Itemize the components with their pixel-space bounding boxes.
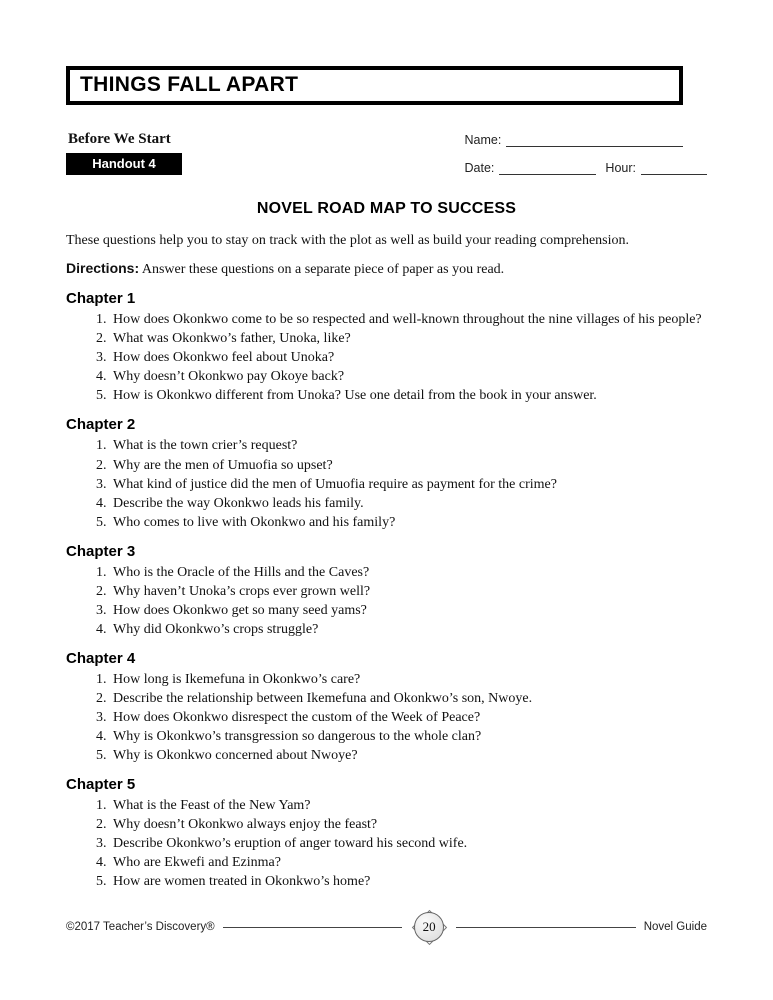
- question-item: 5. How are women treated in Okonkwo’s home?: [110, 872, 707, 891]
- directions: [66, 260, 707, 278]
- question-item: 2. What was Okonkwo’s father, Unoka, like?: [110, 329, 707, 348]
- directions-label: Directions:: [66, 260, 140, 277]
- question-item: 2. Why haven’t Unoka’s crops ever grown well?: [110, 582, 707, 601]
- page-footer: [66, 908, 707, 946]
- intro-text: These questions help you to stay on track with the plot as well as build your reading comprehension.: [66, 233, 629, 248]
- page-number: 20: [414, 912, 444, 942]
- handout-block: [66, 131, 182, 175]
- name-row: [465, 133, 707, 147]
- question-item: 4. Why is Okonkwo’s transgression so dangerous to the whole clan?: [110, 727, 707, 746]
- date-blank: [499, 162, 596, 175]
- question-item: 1. How does Okonkwo come to be so respected and well-known throughout the nine villages of his people?: [110, 310, 707, 329]
- copyright-text: ©2017 Teacher’s Discovery®: [66, 921, 215, 933]
- page-number-badge: [410, 908, 448, 946]
- question-item: 2. Describe the relationship between Ikemefuna and Okonkwo’s son, Nwoye.: [110, 689, 707, 708]
- question-item: 1. What is the town crier’s request?: [110, 436, 707, 455]
- question-item: 1. Who is the Oracle of the Hills and the Caves?: [110, 563, 707, 582]
- book-title: THINGS FALL APART: [80, 73, 299, 96]
- page-content: [66, 66, 707, 902]
- question-item: 3. What kind of justice did the men of Umuofia require as payment for the crime?: [110, 475, 707, 494]
- student-fill-ins: [465, 131, 707, 175]
- chapter-title: Chapter 5: [66, 775, 136, 793]
- question-list: [66, 310, 707, 405]
- question-item: 1. How long is Ikemefuna in Okonkwo’s care?: [110, 670, 707, 689]
- question-item: 2. Why doesn’t Okonkwo always enjoy the feast?: [110, 815, 707, 834]
- chapter-title: Chapter 2: [66, 416, 136, 434]
- question-item: 2. Why are the men of Umuofia so upset?: [110, 456, 707, 475]
- unit-label: Before We Start: [68, 131, 171, 147]
- chapter-title: Chapter 4: [66, 649, 136, 667]
- question-list: [66, 796, 707, 891]
- question-list: [66, 563, 707, 639]
- handout-badge: Handout 4: [66, 153, 182, 175]
- chapter-title: Chapter 1: [66, 290, 136, 308]
- question-item: 4. Why did Okonkwo’s crops struggle?: [110, 620, 707, 639]
- hour-blank: [641, 162, 707, 175]
- questions-area: [66, 290, 707, 891]
- date-hour-row: [465, 161, 707, 175]
- question-item: 3. Describe Okonkwo’s eruption of anger toward his second wife.: [110, 834, 707, 853]
- question-item: 3. How does Okonkwo disrespect the custom of the Week of Peace?: [110, 708, 707, 727]
- question-item: 4. Why doesn’t Okonkwo pay Okoye back?: [110, 367, 707, 386]
- directions-text: Answer these questions on a separate piece of paper as you read.: [141, 262, 505, 278]
- guide-label: Novel Guide: [643, 921, 707, 933]
- question-item: 5. Who comes to live with Okonkwo and his family?: [110, 513, 707, 532]
- subheader-row: [66, 131, 707, 175]
- question-item: 4. Who are Ekwefi and Ezinma?: [110, 853, 707, 872]
- question-item: 3. How does Okonkwo feel about Unoka?: [110, 348, 707, 367]
- question-list: [66, 670, 707, 765]
- question-list: [66, 436, 707, 531]
- book-title-banner: [66, 66, 683, 105]
- worksheet-title: NOVEL ROAD MAP TO SUCCESS: [256, 200, 517, 217]
- name-label: Name:: [464, 133, 502, 147]
- name-blank: [506, 134, 683, 147]
- chapter-section: [66, 776, 707, 891]
- chapter-section: [66, 543, 707, 639]
- chapter-section: [66, 416, 707, 531]
- question-item: 5. Why is Okonkwo concerned about Nwoye?: [110, 746, 707, 765]
- question-item: 4. Describe the way Okonkwo leads his family.: [110, 494, 707, 513]
- question-item: 5. How is Okonkwo different from Unoka? Use one detail from the book in your answer.: [110, 386, 707, 405]
- question-item: 3. How does Okonkwo get so many seed yams?: [110, 601, 707, 620]
- chapter-title: Chapter 3: [66, 542, 136, 560]
- chapter-section: [66, 650, 707, 765]
- hour-label: Hour:: [605, 161, 636, 175]
- question-item: 1. What is the Feast of the New Yam?: [110, 796, 707, 815]
- footer-divider-left: [223, 927, 403, 928]
- date-label: Date:: [464, 161, 495, 175]
- footer-divider-right: [456, 927, 636, 928]
- chapter-section: [66, 290, 707, 405]
